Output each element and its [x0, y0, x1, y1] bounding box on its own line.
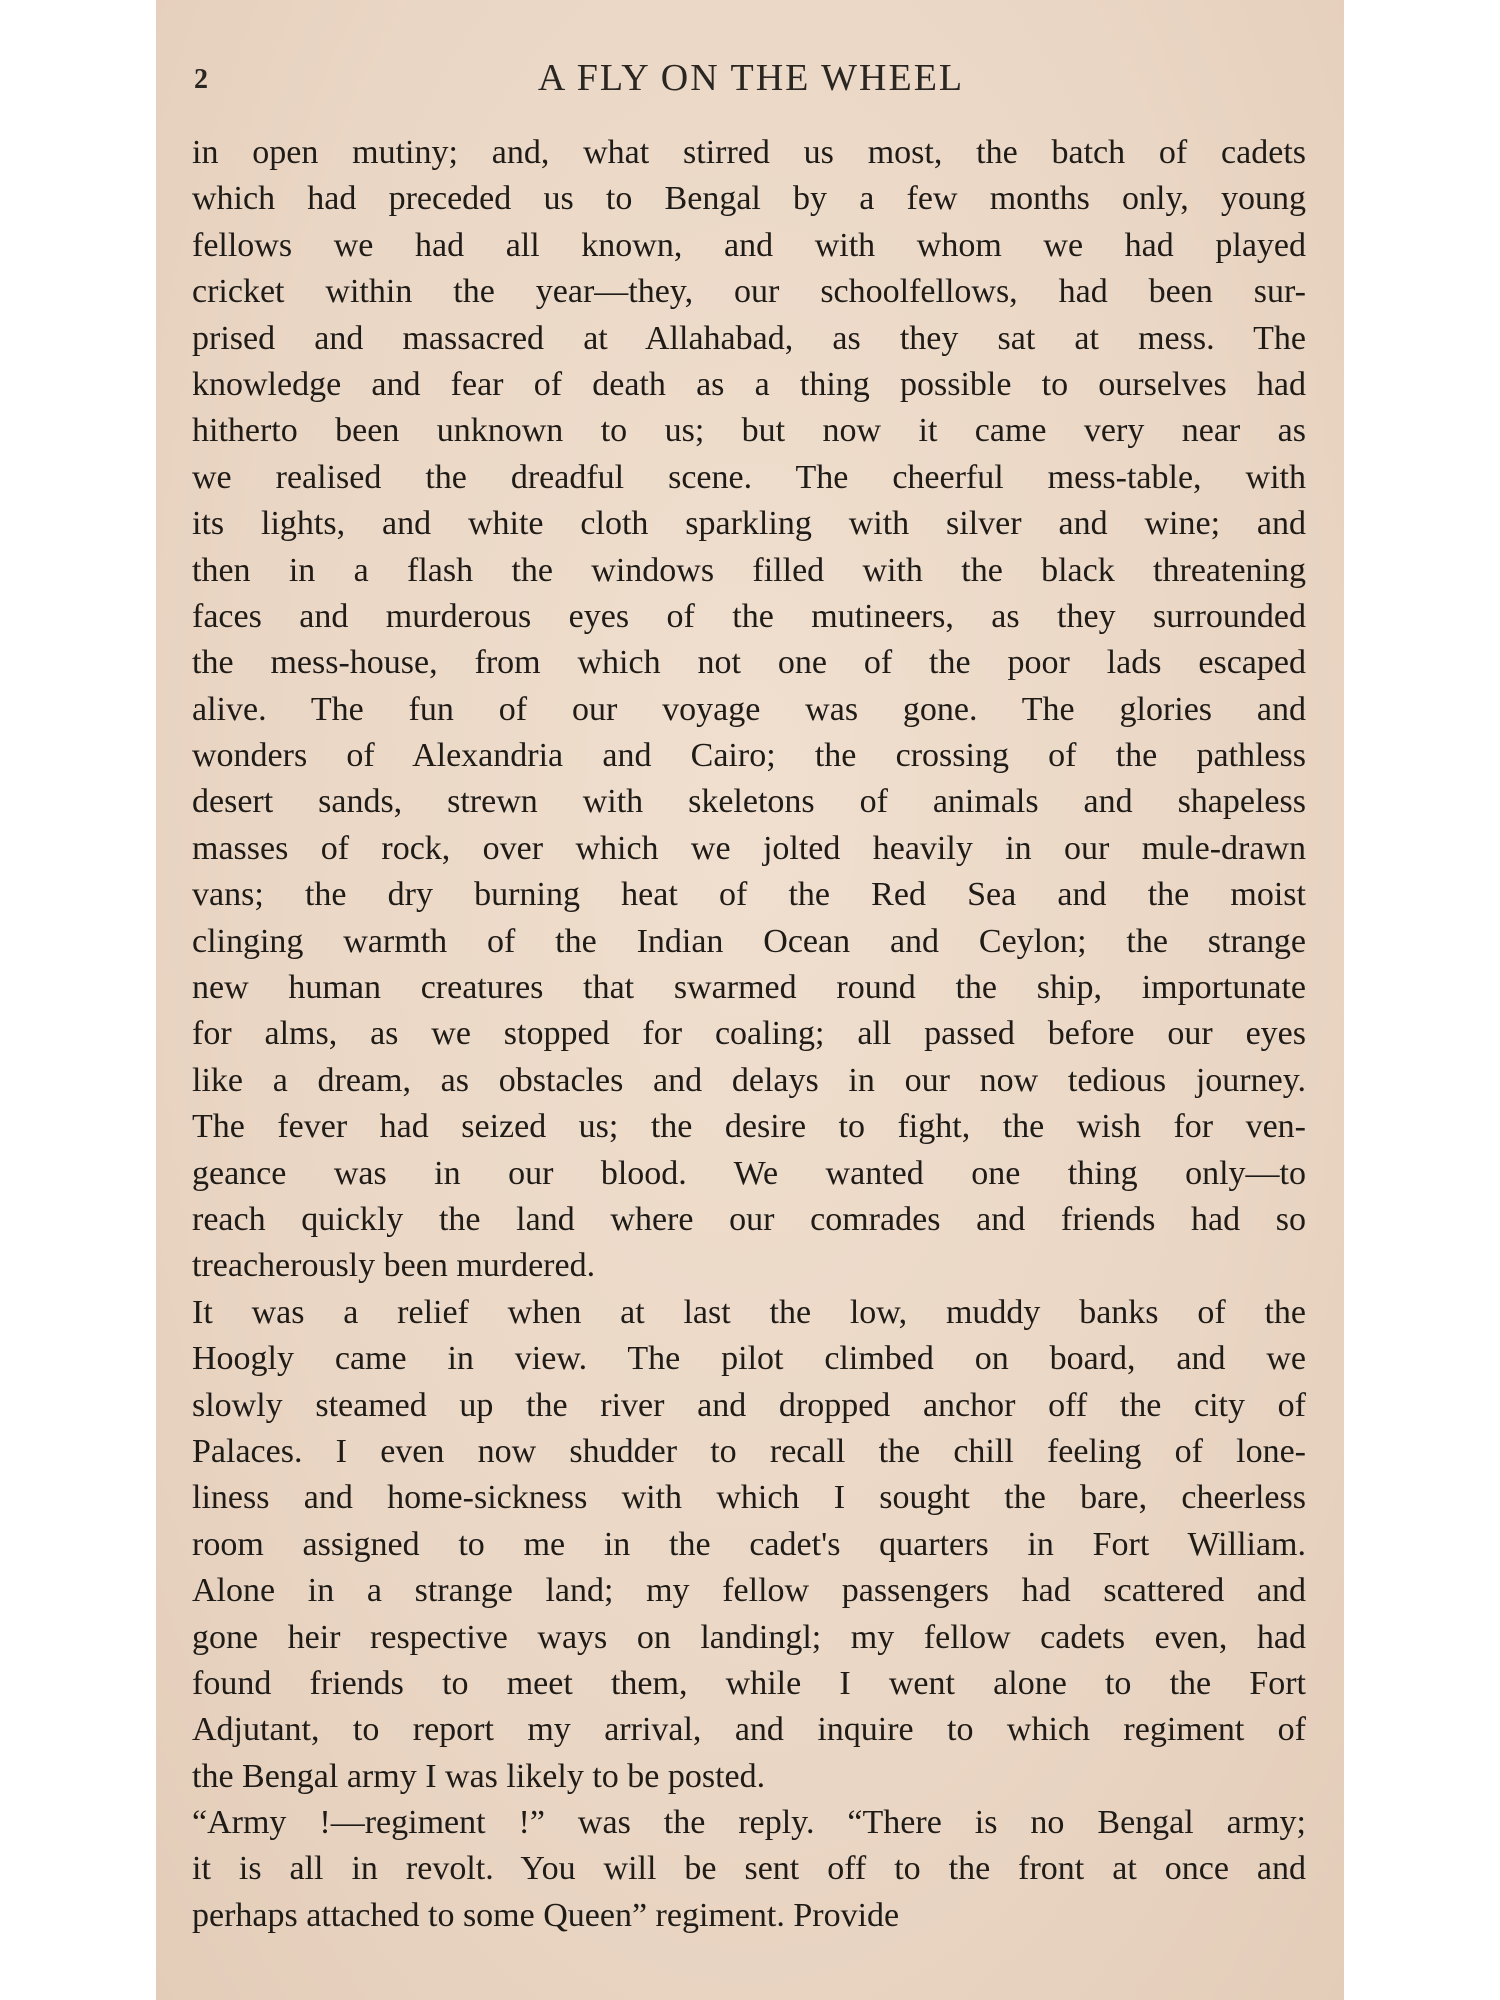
page-number: 2: [194, 64, 208, 95]
text-line: then in a flash the windows filled with the black threatening: [192, 551, 1306, 589]
page-header: [194, 52, 1308, 100]
text-line: liness and home-sickness with which I sought the bare, cheerless: [192, 1479, 1306, 1517]
text-line: in open mutiny; and, what stirred us most, the batch of cadets: [192, 134, 1306, 171]
text-line: its lights, and white cloth sparkling with silver and wine; and: [192, 505, 1306, 543]
text-line: like a dream, as obstacles and delays in our now tedious journey.: [192, 1061, 1306, 1099]
text-line: masses of rock, over which we jolted heavily in our mule-drawn: [192, 829, 1306, 867]
text-line: alive. The fun of our voyage was gone. The glories and: [192, 690, 1306, 728]
text-line: faces and murderous eyes of the mutineers, as they surrounded: [192, 597, 1306, 635]
text-line: it is all in revolt. You will be sent off to the front at once and: [192, 1850, 1306, 1888]
text-line: vans; the dry burning heat of the Red Sea and the moist: [192, 876, 1306, 914]
text-line: the mess-house, from which not one of the poor lads escaped: [192, 644, 1306, 682]
text-line: It was a relief when at last the low, muddy banks of the: [192, 1293, 1306, 1331]
text-line: room assigned to me in the cadet's quarters in Fort William.: [192, 1525, 1306, 1563]
body-text: [192, 130, 1306, 1939]
text-line: desert sands, strewn with skeletons of animals and shapeless: [192, 783, 1306, 821]
text-line: geance was in our blood. We wanted one thing only—to: [192, 1154, 1306, 1192]
text-line: clinging warmth of the Indian Ocean and Ceylon; the strange: [192, 922, 1306, 960]
book-page: [156, 0, 1344, 2000]
text-line: wonders of Alexandria and Cairo; the crossing of the pathless: [192, 737, 1306, 775]
text-line: gone heir respective ways on landingl; my fellow cadets even, had: [192, 1618, 1306, 1656]
text-line: hitherto been unknown to us; but now it came very near as: [192, 412, 1306, 450]
text-line: found friends to meet them, while I went alone to the Fort: [192, 1664, 1306, 1702]
text-line: The fever had seized us; the desire to fight, the wish for ven-: [192, 1108, 1306, 1146]
text-line: cricket within the year—they, our schoolfellows, had been sur-: [192, 273, 1306, 311]
text-line: perhaps attached to some Queen” regiment. Provide: [192, 1896, 900, 1934]
paragraph-end-line: the Bengal army I was likely to be posted.: [192, 1757, 766, 1795]
text-line: Palaces. I even now shudder to recall the chill feeling of lone-: [192, 1432, 1306, 1470]
text-line: we realised the dreadful scene. The cheerful mess-table, with: [192, 458, 1306, 496]
paragraph-end-line: treacherously been murdered.: [192, 1247, 596, 1285]
text-line: prised and massacred at Allahabad, as they sat at mess. The: [192, 319, 1306, 357]
text-line: slowly steamed up the river and dropped anchor off the city of: [192, 1386, 1306, 1424]
text-line: reach quickly the land where our comrades and friends had so: [192, 1200, 1306, 1238]
text-line: fellows we had all known, and with whom we had played: [192, 226, 1306, 264]
text-line: Alone in a strange land; my fellow passengers had scattered and: [192, 1572, 1306, 1610]
text-line: new human creatures that swarmed round the ship, importunate: [192, 969, 1306, 1007]
running-title: A FLY ON THE WHEEL: [537, 57, 965, 99]
text-line: which had preceded us to Bengal by a few months only, young: [192, 180, 1306, 218]
text-line: “Army !—regiment !” was the reply. “There is no Bengal army;: [192, 1804, 1306, 1842]
text-line: for alms, as we stopped for coaling; all passed before our eyes: [192, 1015, 1306, 1053]
text-line: Adjutant, to report my arrival, and inquire to which regiment of: [192, 1711, 1306, 1749]
text-line: knowledge and fear of death as a thing possible to ourselves had: [192, 365, 1306, 403]
text-line: Hoogly came in view. The pilot climbed on board, and we: [192, 1340, 1306, 1378]
